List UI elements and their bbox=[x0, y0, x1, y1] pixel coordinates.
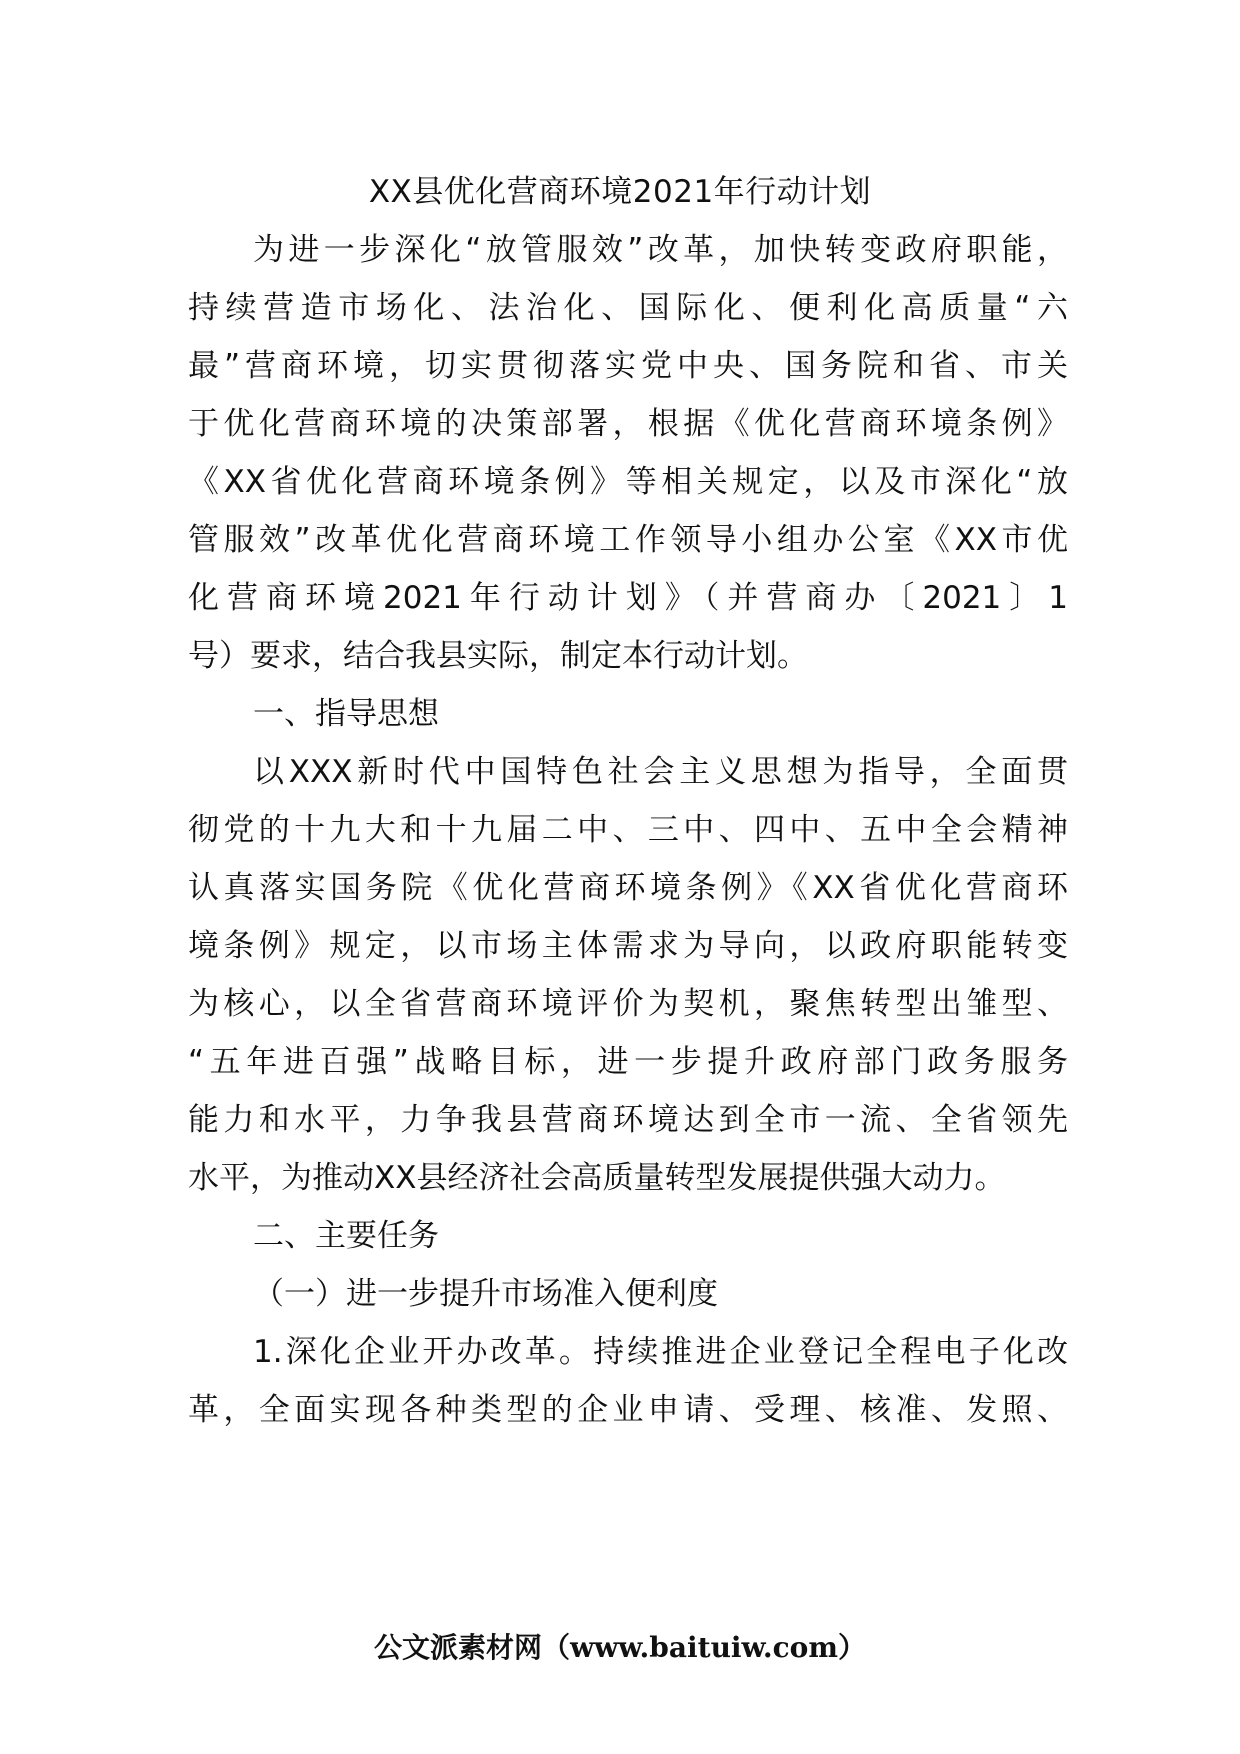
document-title: XX县优化营商环境2021年行动计划 bbox=[368, 174, 872, 210]
paragraph-line: 水平，为推动XX县经济社会高质量转型发展提供强大动力。 bbox=[188, 1160, 1006, 1196]
paragraph-line: 管服效”改革优化营商环境工作领导小组办公室《XX市优 bbox=[188, 522, 1068, 558]
paragraph-line: 为进一步深化“放管服效”改革，加快转变政府职能， bbox=[253, 232, 1068, 268]
paragraph-line: 以XXX新时代中国特色社会主义思想为指导，全面贯 bbox=[253, 754, 1068, 790]
paragraph-line: 认真落实国务院《优化营商环境条例》《XX省优化营商环 bbox=[188, 870, 1068, 906]
section-heading-guiding-ideology: 一、指导思想 bbox=[253, 696, 439, 732]
paragraph-line: 最”营商环境，切实贯彻落实党中央、国务院和省、市关 bbox=[188, 348, 1068, 384]
section-heading-main-tasks: 二、主要任务 bbox=[253, 1218, 439, 1254]
paragraph-line: 于优化营商环境的决策部署，根据《优化营商环境条例》 bbox=[188, 406, 1068, 442]
paragraph-line: 《XX省优化营商环境条例》等相关规定，以及市深化“放 bbox=[188, 464, 1068, 500]
paragraph-line: 彻党的十九大和十九届二中、三中、四中、五中全会精神 bbox=[188, 812, 1068, 848]
subsection-heading-market-access: （一）进一步提升市场准入便利度 bbox=[253, 1276, 718, 1312]
paragraph-line: 革，全面实现各种类型的企业申请、受理、核准、发照、 bbox=[188, 1392, 1068, 1428]
paragraph-line: 为核心，以全省营商环境评价为契机，聚焦转型出雏型、 bbox=[188, 986, 1068, 1022]
paragraph-line: 号）要求，结合我县实际，制定本行动计划。 bbox=[188, 638, 808, 674]
paragraph-line: 能力和水平，力争我县营商环境达到全市一流、全省领先 bbox=[188, 1102, 1068, 1138]
paragraph-line: 持续营造市场化、法治化、国际化、便利化高质量“六 bbox=[188, 290, 1068, 326]
paragraph-line: 化营商环境2021年行动计划》（并营商办〔2021〕1 bbox=[188, 580, 1068, 616]
paragraph-line: “五年进百强”战略目标，进一步提升政府部门政务服务 bbox=[188, 1044, 1068, 1080]
footer-watermark: 公文派素材网（www.baituiw.com） bbox=[374, 1631, 866, 1664]
paragraph-line: 境条例》规定，以市场主体需求为导向，以政府职能转变 bbox=[188, 928, 1068, 964]
paragraph-line: 1.深化企业开办改革。持续推进企业登记全程电子化改 bbox=[253, 1334, 1068, 1370]
